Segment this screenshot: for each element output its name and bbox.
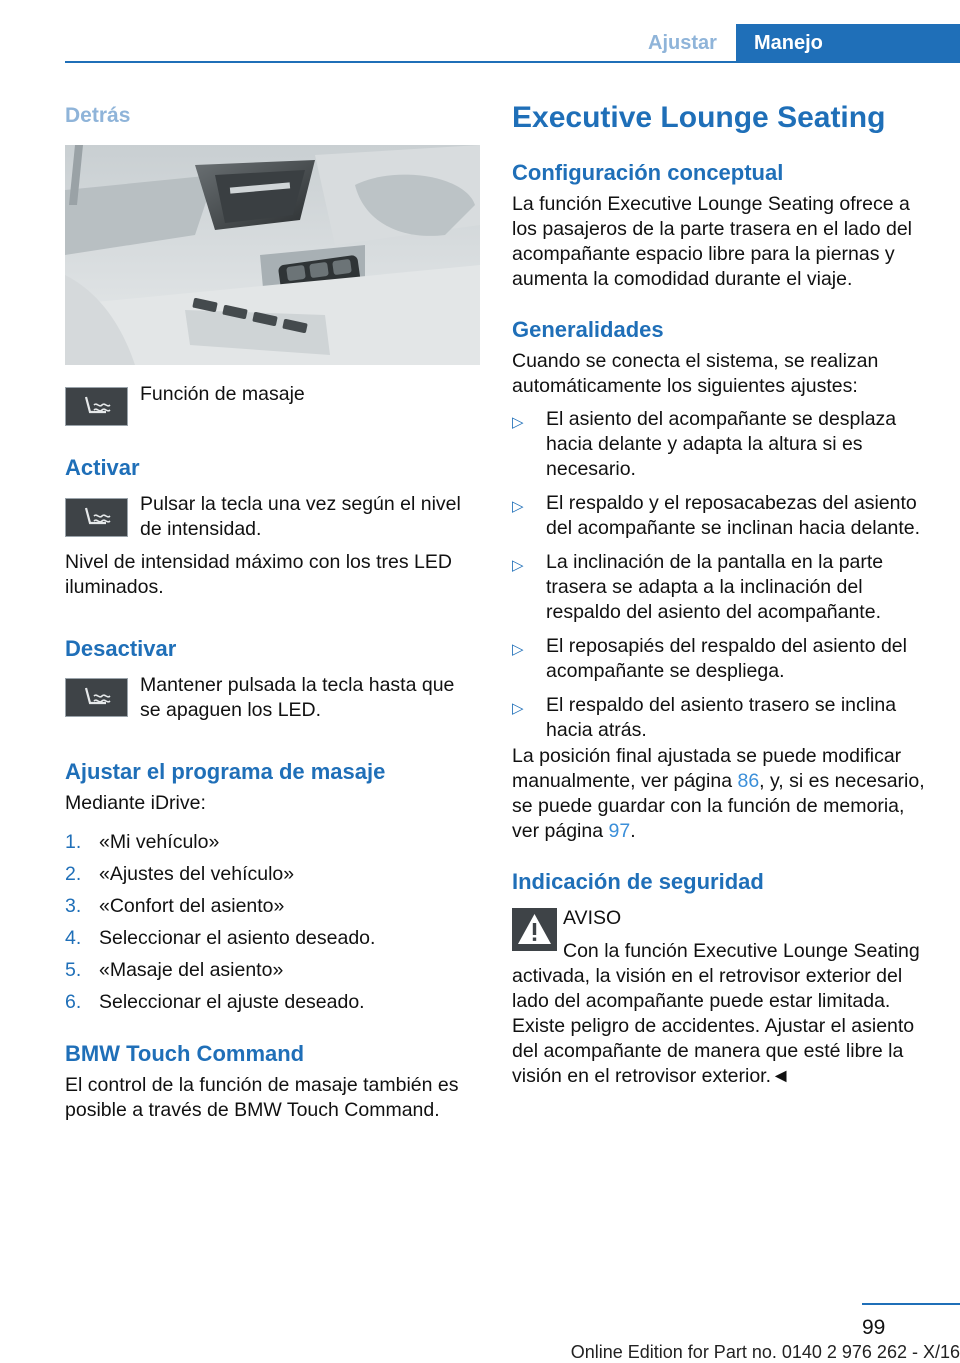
step-text: «Confort del asiento»: [99, 895, 285, 917]
programa-intro: Mediante iDrive:: [65, 792, 206, 814]
step-text: Seleccionar el ajuste deseado.: [99, 991, 365, 1013]
final-text-3: .: [630, 820, 636, 842]
heading-desactivar: Desactivar: [65, 636, 177, 661]
step-number: 3.: [65, 895, 82, 917]
bullet-text: El respaldo y el reposacabezas del asiento del acompañante se inclinan hacia delante.: [546, 492, 921, 539]
touch-command-text: El control de la función de masaje también es posible a través de BMW Touch Command.: [65, 1074, 459, 1121]
triangle-bullet-icon: ▷: [512, 641, 524, 658]
final-text-1: La posición final ajustada se puede modificar manualmente, ver página: [512, 745, 902, 792]
seguridad-text: Con la función Executive Lounge Seating activada, la visión en el retrovisor exterior del lado del acompañante puede estar limitada. Existe peligro de accidentes. Ajustar el asiento del acompañante de manera que esté libre la visión en el retrovisor exterior.◄: [512, 940, 920, 1087]
step-text: «Ajustes del vehículo»: [99, 863, 295, 885]
heading-configuracion: Configuración conceptual: [512, 160, 784, 185]
tab-manejo[interactable]: Manejo: [736, 24, 960, 62]
list-item: [65, 862, 475, 894]
bullet-text: El asiento del acompañante se desplaza hacia delante y adapta la altura si es necesario.: [546, 408, 897, 480]
massage-key-icon: [65, 678, 128, 717]
step-number: 4.: [65, 927, 82, 949]
page-number: 99: [862, 1316, 886, 1339]
step-number: 6.: [65, 991, 82, 1013]
heading-generalidades: Generalidades: [512, 317, 664, 342]
bullet-text: La inclinación de la pantalla en la parte trasera se adapta a la inclinación del respaldo del asiento del acompañante.: [546, 551, 884, 623]
triangle-bullet-icon: ▷: [512, 700, 524, 717]
door-panel-illustration: [65, 145, 480, 365]
generalidades-bullets: [512, 407, 932, 752]
configuracion-text: La función Executive Lounge Seating ofrece a los pasajeros de la parte trasera en el lado del acompañante espacio libre para la piernas y aumenta la comodidad durante el viaje.: [512, 193, 912, 290]
triangle-bullet-icon: ▷: [512, 414, 524, 431]
page-title: Executive Lounge Seating: [512, 101, 886, 134]
massage-key-icon: [65, 387, 128, 426]
activar-step: Pulsar la tecla una vez según el nivel de intensidad.: [140, 493, 461, 540]
generalidades-final: [512, 744, 932, 844]
footer-rule: [862, 1303, 960, 1305]
list-item: [512, 407, 932, 482]
step-number: 5.: [65, 959, 82, 981]
step-text: «Masaje del asiento»: [99, 959, 284, 981]
step-number: 2.: [65, 863, 82, 885]
edition-footer: Online Edition for Part no. 0140 2 976 262 - X/16: [570, 1342, 960, 1362]
list-item: [512, 550, 932, 625]
list-item: [65, 894, 475, 926]
section-detras: Detrás: [65, 104, 131, 127]
massage-key-icon: [65, 498, 128, 537]
bullet-text: El reposapiés del respaldo del asiento del acompañante se despliega.: [546, 635, 907, 682]
list-item: [65, 990, 475, 1022]
aviso-label: AVISO: [563, 907, 622, 929]
step-text: Seleccionar el asiento deseado.: [99, 927, 376, 949]
massage-function-label: Función de masaje: [140, 383, 305, 405]
bullet-text: El respaldo del asiento trasero se inclina hacia atrás.: [546, 694, 897, 741]
list-item: [512, 491, 932, 541]
tab-ajustar[interactable]: Ajustar: [648, 31, 717, 54]
list-item: [512, 693, 932, 743]
final-text-2: , y, si es necesario, se puede guardar con la función de memoria, ver página: [512, 770, 925, 842]
step-text: «Mi vehículo»: [99, 831, 220, 853]
list-item: [65, 830, 475, 862]
desactivar-step: Mantener pulsada la tecla hasta que se apaguen los LED.: [140, 674, 455, 721]
heading-seguridad: Indicación de seguridad: [512, 869, 764, 894]
list-item: [512, 634, 932, 684]
heading-activar: Activar: [65, 455, 140, 480]
list-item: [65, 926, 475, 958]
list-item: [65, 958, 475, 990]
step-number: 1.: [65, 831, 82, 853]
door-panel-photo: [65, 145, 480, 365]
generalidades-intro: Cuando se conecta el sistema, se realizan automáticamente los siguientes ajustes:: [512, 350, 879, 397]
programa-steps: [65, 830, 475, 1022]
header-rule: [65, 61, 960, 63]
page-link-97[interactable]: 97: [608, 820, 631, 842]
activar-note: Nivel de intensidad máximo con los tres LED iluminados.: [65, 551, 452, 598]
heading-touch-command: BMW Touch Command: [65, 1041, 305, 1066]
triangle-bullet-icon: ▷: [512, 557, 524, 574]
heading-programa: Ajustar el programa de masaje: [65, 759, 386, 784]
triangle-bullet-icon: ▷: [512, 498, 524, 515]
page-link-86[interactable]: 86: [737, 770, 760, 792]
